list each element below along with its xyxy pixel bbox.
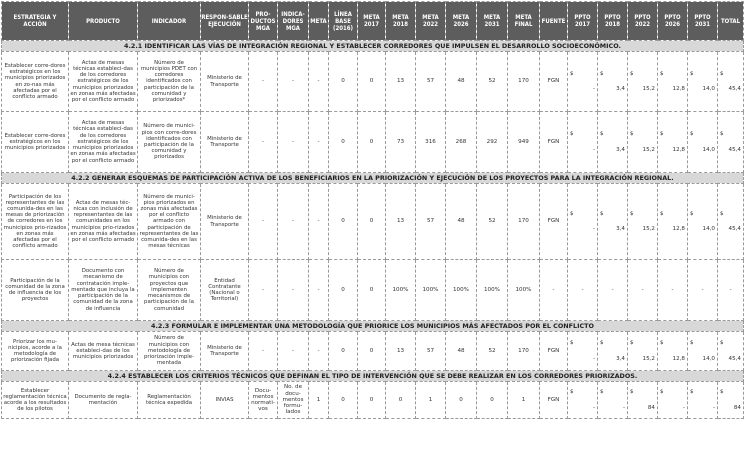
value-cell: 48 — [446, 184, 477, 260]
text-cell: Ministerio de Transporte — [201, 332, 249, 371]
section-row — [2, 371, 744, 382]
value-cell: 0 — [358, 112, 386, 173]
text-cell: Participación de los representantes de las comunida-des en las mesas de priorización de corredores en los municipios prio-rizados en zonas más afectadas por el conflicto armado — [2, 184, 69, 260]
value-cell: 268 — [446, 112, 477, 173]
budget-value: 14,0 — [702, 146, 715, 153]
budget-value: - — [592, 355, 595, 362]
table-row — [2, 112, 744, 173]
currency-symbol: $ — [630, 340, 634, 346]
value-cell: - — [249, 52, 278, 112]
column-header: PPTO 2018 — [598, 2, 628, 41]
column-header: FUENTE — [540, 2, 568, 41]
value-cell: - — [309, 112, 329, 173]
budget-cell — [658, 382, 688, 419]
table-row — [2, 184, 744, 260]
value-cell: 100% — [416, 260, 446, 321]
currency-symbol: $ — [630, 131, 634, 137]
budget-cell — [598, 112, 628, 173]
column-header: META — [309, 2, 329, 41]
budget-value: 45,4 — [728, 355, 741, 362]
currency-symbol: $ — [720, 389, 724, 395]
budget-value: 15,2 — [642, 355, 655, 362]
value-cell: - — [278, 52, 309, 112]
value-cell: 13 — [386, 184, 416, 260]
currency-symbol: $ — [600, 210, 604, 217]
text-cell: Establecer corre-dores estratégicos en los municipios priorizados en zo-nas más afectadas por el conflicto armado — [2, 52, 69, 112]
budget-value: - — [592, 86, 595, 93]
currency-symbol: $ — [570, 340, 574, 346]
budget-cell — [628, 52, 658, 112]
currency-symbol: $ — [570, 70, 574, 77]
value-cell: - — [568, 260, 598, 321]
column-header: META 2017 — [358, 2, 386, 41]
value-cell: 0 — [358, 184, 386, 260]
value-cell: - — [278, 260, 309, 321]
value-cell: - — [598, 260, 628, 321]
column-header: PPTO 2031 — [688, 2, 718, 41]
value-cell: 52 — [477, 332, 508, 371]
budget-table — [1, 1, 744, 419]
budget-cell — [628, 184, 658, 260]
budget-value: 14,0 — [702, 86, 715, 93]
value-cell: FGN — [540, 184, 568, 260]
value-cell: 57 — [416, 332, 446, 371]
currency-symbol: $ — [660, 389, 664, 395]
budget-value: 12,8 — [672, 355, 685, 362]
section-title: 4.2.4 ESTABLECER LOS CRITERIOS TÉCNICOS QUE DEFINAN EL TIPO DE INTERVENCIÓN QUE SE DEBE REALIZAR EN LOS CORREDORES PRIORIZADOS. — [2, 371, 744, 382]
value-cell: 48 — [446, 332, 477, 371]
value-cell: 13 — [386, 332, 416, 371]
budget-value: - — [592, 146, 595, 153]
text-cell: Actas de mesas técnicas estableci-das de los corredores estratégicos de los municipios priorizados en zonas más afectadas por el conflicto armado — [69, 52, 138, 112]
value-cell: - — [249, 184, 278, 260]
value-cell: - — [658, 260, 688, 321]
text-cell: Ministerio de Transporte — [201, 112, 249, 173]
budget-cell — [598, 332, 628, 371]
budget-cell — [718, 184, 744, 260]
budget-value: - — [712, 404, 715, 411]
currency-symbol: $ — [600, 131, 604, 137]
budget-cell — [718, 332, 744, 371]
budget-cell — [688, 184, 718, 260]
value-cell: FGN — [540, 382, 568, 419]
budget-cell — [568, 332, 598, 371]
budget-cell — [568, 112, 598, 173]
currency-symbol: $ — [570, 389, 574, 395]
budget-value: 3,4 — [616, 86, 625, 93]
budget-cell — [688, 382, 718, 419]
value-cell: 57 — [416, 52, 446, 112]
budget-cell — [598, 52, 628, 112]
budget-cell — [688, 112, 718, 173]
value-cell: 1 — [309, 382, 329, 419]
value-cell: - — [688, 260, 718, 321]
value-cell: 0 — [477, 382, 508, 419]
currency-symbol: $ — [660, 70, 664, 77]
value-cell: 292 — [477, 112, 508, 173]
budget-value: 15,2 — [642, 86, 655, 93]
currency-symbol: $ — [720, 70, 724, 77]
value-cell: 170 — [508, 52, 540, 112]
text-cell: Actas de mesa técnicas estableci-das de los municipios priorizados — [69, 332, 138, 371]
currency-symbol: $ — [630, 70, 634, 77]
table-row — [2, 332, 744, 371]
value-cell: 0 — [329, 260, 358, 321]
text-cell: Ministerio de Transporte — [201, 52, 249, 112]
budget-cell — [568, 382, 598, 419]
column-header: META 2022 — [416, 2, 446, 41]
budget-cell — [628, 112, 658, 173]
text-cell: Número de munici-pios con corre-dores identificados con participación de la comunidad y priorizados — [138, 112, 201, 173]
value-cell: 52 — [477, 184, 508, 260]
budget-value: - — [592, 226, 595, 233]
budget-cell — [628, 382, 658, 419]
value-cell: 1 — [416, 382, 446, 419]
column-header: META 2031 — [477, 2, 508, 41]
text-cell: Establecer corre-dores estratégicos en los municipios priorizados — [2, 112, 69, 173]
value-cell: 100% — [446, 260, 477, 321]
budget-cell — [658, 332, 688, 371]
currency-symbol: $ — [600, 70, 604, 77]
currency-symbol: $ — [720, 340, 724, 346]
text-cell: Documento de regla-mentación — [69, 382, 138, 419]
currency-symbol: $ — [570, 131, 574, 137]
text-cell: Número de municipios con metodología de priorización imple-mentada — [138, 332, 201, 371]
section-row — [2, 321, 744, 332]
budget-cell — [658, 52, 688, 112]
value-cell: 316 — [416, 112, 446, 173]
text-cell: Reglamentación técnica expedida — [138, 382, 201, 419]
budget-cell — [658, 112, 688, 173]
currency-symbol: $ — [660, 131, 664, 137]
value-cell: FGN — [540, 112, 568, 173]
value-cell: 73 — [386, 112, 416, 173]
value-cell: 0 — [329, 382, 358, 419]
text-cell: Establecer reglamentación técnica acorde a los resultados de los pilotos — [2, 382, 69, 419]
column-header: META FINAL — [508, 2, 540, 41]
budget-cell — [598, 184, 628, 260]
text-cell: Documento con mecanismo de contratación imple-mentado que incluya la participación de la comunidad de la zona de influencia — [69, 260, 138, 321]
column-header: PRODUCTO — [69, 2, 138, 41]
value-cell: 100% — [508, 260, 540, 321]
currency-symbol: $ — [660, 340, 664, 346]
value-cell: - — [309, 184, 329, 260]
budget-value: - — [592, 404, 595, 411]
column-header: PPTO 2026 — [658, 2, 688, 41]
value-cell: - — [249, 332, 278, 371]
column-header: INDICA-DORES MGA — [278, 2, 309, 41]
value-cell: FGN — [540, 332, 568, 371]
table-row — [2, 52, 744, 112]
budget-cell — [718, 52, 744, 112]
budget-value: 3,4 — [616, 226, 625, 233]
column-header: PRO-DUCTOS MGA — [249, 2, 278, 41]
column-header: LÍNEA BASE (2016) — [329, 2, 358, 41]
text-cell: Actas de mesas técnicas estableci-das de los corredores estratégicos de los municipios priorizados en zonas más afectadas por el conflicto armado — [69, 112, 138, 173]
budget-value: 45,4 — [728, 146, 741, 153]
budget-value: 84 — [647, 404, 655, 411]
budget-value: - — [622, 404, 625, 411]
currency-symbol: $ — [690, 70, 694, 77]
text-cell: Ministerio de Transporte — [201, 184, 249, 260]
currency-symbol: $ — [690, 389, 694, 395]
currency-symbol: $ — [690, 131, 694, 137]
column-header: META 2018 — [386, 2, 416, 41]
currency-symbol: $ — [720, 131, 724, 137]
value-cell: 100% — [477, 260, 508, 321]
column-header: TOTAL — [718, 2, 744, 41]
column-header: INDICADOR — [138, 2, 201, 41]
budget-value: 15,2 — [642, 226, 655, 233]
value-cell: Docu-mentos normati-vos — [249, 382, 278, 419]
value-cell: 949 — [508, 112, 540, 173]
budget-cell — [568, 184, 598, 260]
text-cell: Número de munici-pios priorizados en zonas más afectadas por el conflicto armado con participación de representantes de las comunida-des en las mesas técnicas — [138, 184, 201, 260]
section-title: 4.2.2 GENERAR ESQUEMAS DE PARTICIPACIÓN ACTIVA DE LOS BENEFICIARIOS EN LA PRIORIZACIÓN Y EJECUCIÓN DE LOS PROYECTOS PARA LA INTEGRACIÓN REGIONAL. — [2, 173, 744, 184]
currency-symbol: $ — [600, 389, 604, 395]
column-header: RESPON-SABLE EJECUCIÓN — [201, 2, 249, 41]
budget-value: 3,4 — [616, 355, 625, 362]
budget-cell — [568, 52, 598, 112]
table-row — [2, 382, 744, 419]
value-cell: - — [718, 260, 744, 321]
value-cell: - — [309, 332, 329, 371]
budget-value: 12,8 — [672, 86, 685, 93]
value-cell: 170 — [508, 332, 540, 371]
budget-value: 12,8 — [672, 226, 685, 233]
column-header: ESTRATEGIA Y ACCIÓN — [2, 2, 69, 41]
budget-value: 15,2 — [642, 146, 655, 153]
text-cell: Priorizar los mu-nicipios, acorde a la metodología de priorización fijada — [2, 332, 69, 371]
text-cell: INVIAS — [201, 382, 249, 419]
value-cell: 0 — [358, 332, 386, 371]
text-cell: Entidad Contratante (Nacional o Territorial) — [201, 260, 249, 321]
value-cell: 57 — [416, 184, 446, 260]
budget-value: 45,4 — [728, 226, 741, 233]
budget-value: 14,0 — [702, 355, 715, 362]
budget-cell — [688, 332, 718, 371]
budget-value: 3,4 — [616, 146, 625, 153]
table-header-row — [2, 2, 744, 41]
currency-symbol: $ — [690, 210, 694, 217]
value-cell: - — [278, 112, 309, 173]
value-cell: FGN — [540, 52, 568, 112]
value-cell: 0 — [358, 52, 386, 112]
value-cell: - — [540, 260, 568, 321]
table-row — [2, 260, 744, 321]
budget-cell — [658, 184, 688, 260]
value-cell: 0 — [329, 52, 358, 112]
value-cell: - — [309, 52, 329, 112]
budget-value: 45,4 — [728, 86, 741, 93]
value-cell: 1 — [508, 382, 540, 419]
currency-symbol: $ — [630, 210, 634, 217]
currency-symbol: $ — [570, 210, 574, 217]
value-cell: - — [278, 332, 309, 371]
budget-cell — [718, 112, 744, 173]
value-cell: 48 — [446, 52, 477, 112]
value-cell: 0 — [358, 382, 386, 419]
budget-value: 84 — [733, 404, 741, 411]
value-cell: 52 — [477, 52, 508, 112]
value-cell: - — [628, 260, 658, 321]
value-cell: No. de docu-mentos formu-lados — [278, 382, 309, 419]
value-cell: 0 — [446, 382, 477, 419]
budget-cell — [688, 52, 718, 112]
text-cell: Número de municipios con proyectos que implementen mecanismos de participación de la comunidad — [138, 260, 201, 321]
section-row — [2, 173, 744, 184]
currency-symbol: $ — [630, 389, 634, 395]
value-cell: - — [249, 112, 278, 173]
currency-symbol: $ — [720, 210, 724, 217]
column-header: PPTO 2017 — [568, 2, 598, 41]
budget-value: 14,0 — [702, 226, 715, 233]
value-cell: - — [309, 260, 329, 321]
value-cell: 0 — [329, 112, 358, 173]
value-cell: 0 — [358, 260, 386, 321]
value-cell: 0 — [386, 382, 416, 419]
budget-value: 12,8 — [672, 146, 685, 153]
value-cell: 0 — [329, 332, 358, 371]
budget-cell — [598, 382, 628, 419]
value-cell: 0 — [329, 184, 358, 260]
value-cell: 13 — [386, 52, 416, 112]
currency-symbol: $ — [660, 210, 664, 217]
section-title: 4.2.1 IDENTIFICAR LAS VÍAS DE INTEGRACIÓN REGIONAL Y ESTABLECER CORREDORES QUE IMPULSEN EL DESARROLLO SOCIOECONÓMICO. — [2, 41, 744, 52]
text-cell: Actas de mesas téc-nicas con inclusión de representantes de las comunidades en los municipios prio-rizados en zonas más afectadas por el conflicto armado — [69, 184, 138, 260]
currency-symbol: $ — [690, 340, 694, 346]
value-cell: - — [249, 260, 278, 321]
currency-symbol: $ — [600, 340, 604, 346]
section-row — [2, 41, 744, 52]
text-cell: Participación de la comunidad de la zona de influencia de los proyectos — [2, 260, 69, 321]
budget-cell — [628, 332, 658, 371]
column-header: PPTO 2022 — [628, 2, 658, 41]
text-cell: Número de municipios PDET con corredores identificados con participación de la comunidad y priorizados* — [138, 52, 201, 112]
value-cell: - — [278, 184, 309, 260]
value-cell: 170 — [508, 184, 540, 260]
budget-cell — [718, 382, 744, 419]
budget-value: - — [682, 404, 685, 411]
column-header: META 2026 — [446, 2, 477, 41]
value-cell: 100% — [386, 260, 416, 321]
section-title: 4.2.3 FORMULAR E IMPLEMENTAR UNA METODOLOGÍA QUE PRIORICE LOS MUNICIPIOS MÁS AFECTADOS POR EL CONFLICTO — [2, 321, 744, 332]
